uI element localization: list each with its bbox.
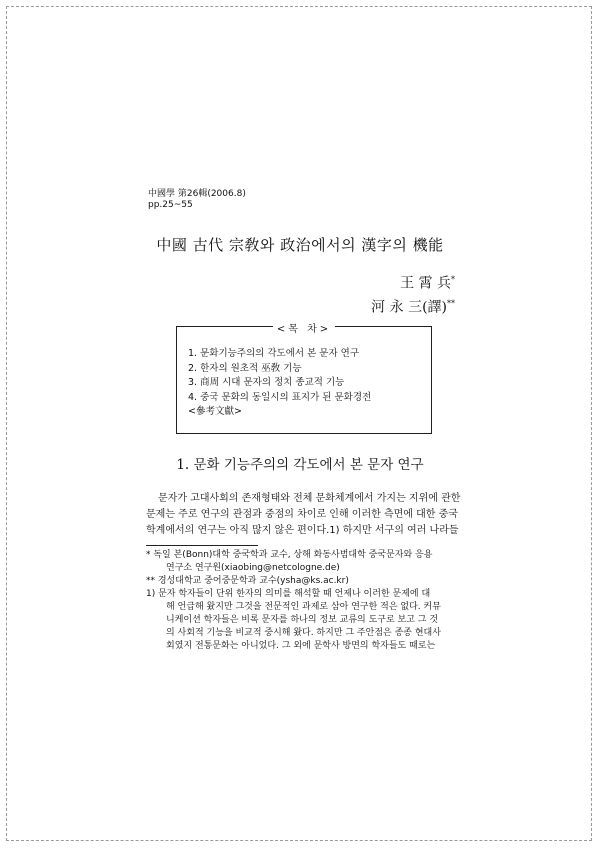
footnote-line: 연구소 연구원(xiaobing@netcologne.de) xyxy=(166,563,340,573)
body-line: 문자가 고대사회의 존재형태와 전체 문화체계에서 가지는 지위에 관한 xyxy=(158,493,461,504)
author-2-name: 河 永 三(譯) xyxy=(371,299,447,316)
author-1-name: 王 霄 兵 xyxy=(400,275,451,292)
footnote-line: 의 사회적 기능을 비교적 중시해 왔다. 하지만 그 주안점은 종종 현대사 xyxy=(166,628,441,638)
journal-pages: pp.25~55 xyxy=(148,200,193,210)
footnote-line: 회였지 전통문화는 아니었다. 그 외에 문학사 방면의 학자들도 때로는 xyxy=(166,641,436,651)
toc-item: 4. 중국 문화의 동일시의 표지가 된 문화경전 xyxy=(188,391,372,403)
author-1 xyxy=(371,270,455,294)
body-line: 문제는 주로 연구의 관점과 중점의 차이로 인해 이러한 측면에 대한 중국 xyxy=(146,509,458,520)
body-line: 학계에서의 연구는 아직 많지 않은 편이다.1) 하지만 서구의 여러 나라들 xyxy=(146,525,459,536)
paper-title: 中國 古代 宗敎와 政治에서의 漢字의 機能 xyxy=(156,236,444,254)
author-1-mark: * xyxy=(451,275,455,284)
table-of-contents xyxy=(176,326,432,434)
toc-item: 1. 문화기능주의의 각도에서 본 문자 연구 xyxy=(188,348,359,359)
footnotes xyxy=(146,549,460,653)
author-2 xyxy=(371,294,455,318)
footnote-line: 1) 문자 학자들이 단위 한자의 의미를 해석할 때 언제나 이러한 문제에 대 xyxy=(146,589,431,599)
author-block xyxy=(371,270,455,317)
journal-issue: 中國學 第26輯(2006.8) xyxy=(148,189,246,199)
journal-info xyxy=(148,189,246,211)
footnote-divider xyxy=(146,545,258,546)
toc-item: 2. 한자의 원초적 巫敎 기능 xyxy=(188,362,302,374)
toc-list xyxy=(188,347,371,420)
footnote-line: * 독일 본(Bonn)대학 중국학과 교수, 상해 화동사범대학 중국문자와 응용 xyxy=(146,550,433,560)
section-heading: 1. 문화 기능주의의 각도에서 본 문자 연구 xyxy=(176,457,424,473)
footnote-line: 해 언급해 왔지만 그것을 전문적인 과제로 삼아 연구한 적은 없다. 커뮤 xyxy=(166,602,441,612)
toc-heading: <목 차> xyxy=(273,324,335,335)
author-2-mark: ** xyxy=(447,298,455,308)
footnote-line: 니케이션 학자들은 비록 문자를 하나의 정보 교류의 도구로 보고 그 것 xyxy=(166,615,439,625)
body-paragraph xyxy=(146,491,461,539)
footnote-line: ** 경성대학교 중어중문학과 교수(ysha@ks.ac.kr) xyxy=(146,576,349,586)
toc-item: 3. 商周 시대 문자의 정치 종교적 기능 xyxy=(188,377,345,388)
toc-item: <參考文獻> xyxy=(188,406,242,417)
